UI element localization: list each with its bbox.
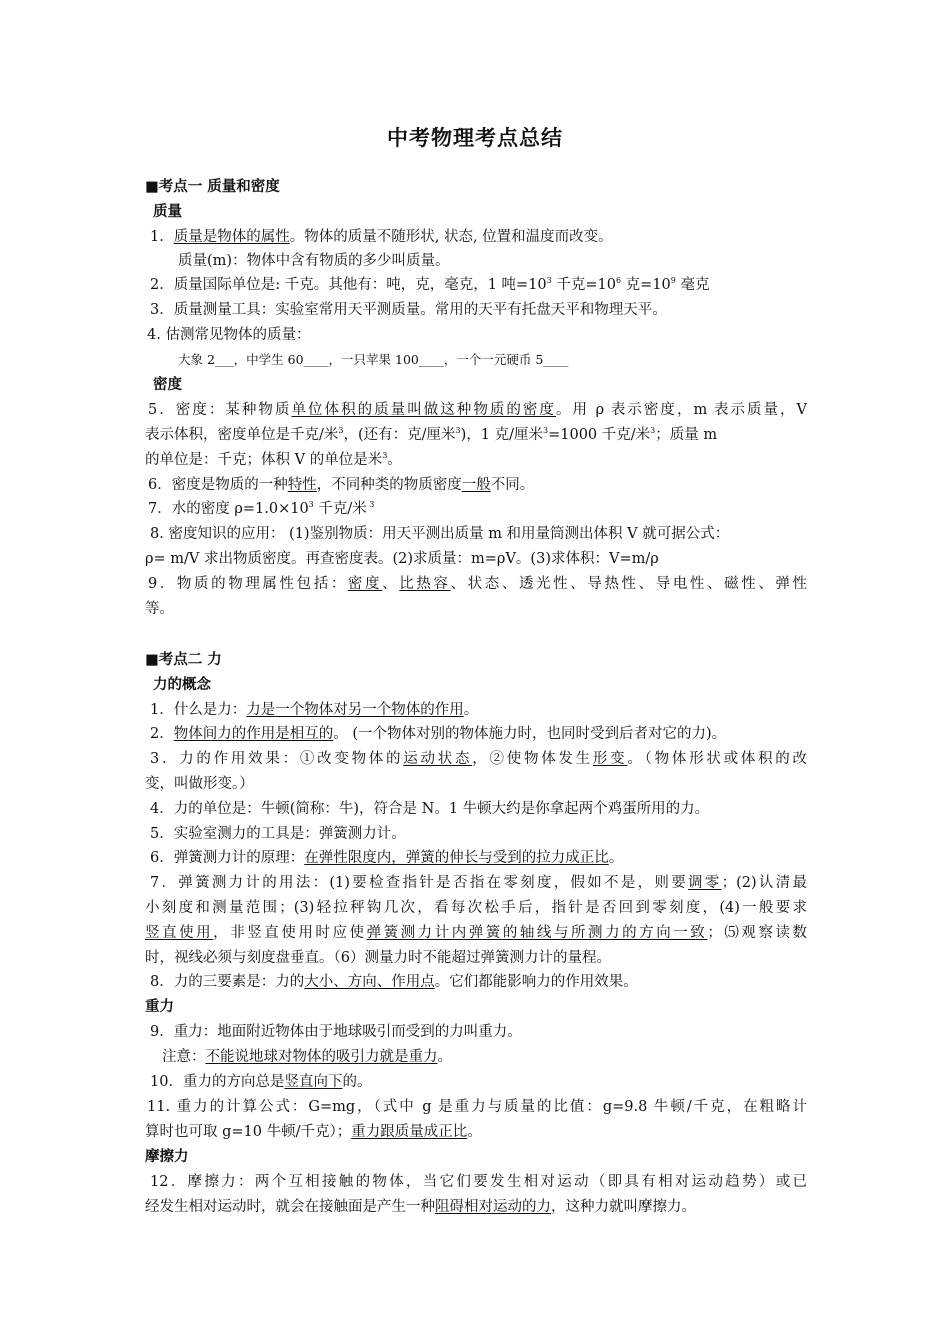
item-6: 6．密度是物质的一种特性，不同种类的物质密度一般不同。	[148, 477, 535, 493]
item-3: 3．质量测量工具：实验室常用天平测质量。常用的天平有托盘天平和物理天平。	[150, 302, 667, 318]
force-item-7-line2: 小刻度和测量范围；(3)轻拉秤钩几次，看每次松手后，指针是否回到零刻度，(4)一般要求	[145, 900, 807, 916]
item-1-definition: 质量(m)：物体中含有物质的多少叫质量。	[178, 253, 450, 269]
subheading-friction: 摩擦力	[145, 1149, 189, 1165]
item-9: 9．物质的物理属性包括：密度、比热容、状态、透光性、导热性、导电性、磁性、弹性	[148, 576, 808, 592]
item-2: 2．质量国际单位是: 千克。其他有：吨，克，毫克，1 吨$=10^3$ 千克$=10^6$ 克$=10^9$ 毫克	[150, 276, 710, 293]
force-item-4: 4．力的单位是：牛顿(简称：牛)，符合是 N。1 牛顿大约是你拿起两个鸡蛋所用的力。	[150, 801, 710, 817]
item-1: 1．质量是物体的属性。物体的质量不随形状, 状态, 位置和温度而改变。	[150, 229, 613, 245]
force-item-12-line2: 经发生相对运动时，就会在接触面是产生一种阻碍相对运动的力，这种力就叫摩擦力。	[145, 1199, 696, 1215]
subheading-density: 密度	[153, 377, 182, 393]
item-4-blanks: 大象 2___，中学生 60____，一只苹果 100____，一个一元硬币 5____	[178, 352, 569, 367]
item-9-line2: 等。	[145, 601, 174, 617]
force-item-5: 5．实验室测力的工具是：弹簧测力计。	[150, 826, 406, 842]
item-4: 4. 估测常见物体的质量：	[147, 327, 311, 343]
force-item-7-line4: 时，视线必须与刻度盘垂直。（6）测量力时不能超过弹簧测力计的量程。	[145, 950, 611, 966]
item-5-line3: 的单位是：千克；体积 V 的单位是米$^3$。	[145, 451, 402, 468]
subheading-force-concept: 力的概念	[153, 677, 211, 693]
force-item-8: 8．力的三要素是：力的大小、方向、作用点。它们都能影响力的作用效果。	[150, 974, 638, 990]
force-item-1: 1．什么是力：力是一个物体对另一个物体的作用。	[150, 702, 479, 718]
force-item-12: 12．摩擦力：两个互相接触的物体，当它们要发生相对运动（即具有相对运动趋势）或已	[150, 1174, 807, 1190]
force-item-3-line2: 变，叫做形变。）	[145, 776, 254, 792]
subheading-gravity: 重力	[145, 999, 174, 1015]
item-8-line2: ρ= m/V 求出物质密度。再查密度表。(2)求质量：m=ρV。(3)求体积：V=m/ρ	[145, 551, 659, 567]
force-item-6: 6．弹簧测力计的原理：在弹性限度内，弹簧的伸长与受到的拉力成正比。	[150, 850, 624, 866]
force-item-7: 7．弹簧测力计的用法：(1)要检查指针是否指在零刻度，假如不是，则要调零；(2)认清最	[150, 875, 807, 891]
force-item-9-note: 注意：不能说地球对物体的吸引力就是重力。	[162, 1049, 452, 1065]
item-8: 8. 密度知识的应用： (1)鉴别物质：用天平测出质量 m 和用量筒测出体积 V 就可据公式：	[150, 526, 730, 542]
section-heading-force: ■考点二 力	[145, 652, 222, 668]
section-heading-mass-density: ■考点一 质量和密度	[145, 179, 280, 195]
force-item-3: 3．力的作用效果：①改变物体的运动状态，②使物体发生形变。（物体形状或体积的改	[150, 751, 808, 767]
force-item-10: 10．重力的方向总是竖直向下的。	[150, 1074, 372, 1090]
item-7: 7．水的密度 $\rho=1.0\times 10^3$ 千克/米 $^3$	[148, 500, 375, 517]
force-item-11-line2: 算时也可取 g=10 牛顿/千克）；重力跟质量成正比。	[145, 1124, 482, 1140]
key-point: 单位体积的质量叫做这种物质的密度	[291, 402, 556, 418]
force-item-11: 11. 重力的计算公式：G=mg，（式中 g 是重力与质量的比值：g=9.8 牛顿/千克，在粗略计	[147, 1099, 807, 1115]
force-item-9: 9．重力：地面附近物体由于地球吸引而受到的力叫重力。	[150, 1024, 522, 1040]
subheading-mass: 质量	[153, 204, 182, 220]
force-item-2: 2．物体间力的作用是相互的。 (一个物体对别的物体施力时，也同时受到后者对它的力)。	[150, 726, 727, 742]
force-item-7-line3: 竖直使用，非竖直使用时应使弹簧测力计内弹簧的轴线与所测力的方向一致；⑸观察读数	[145, 925, 808, 941]
item-5-line2: 表示体积，密度单位是千克/米$^3$，(还有：克/厘米$^3$)，1 克/厘米$^3$=1000 千克/米$^3$；质量 m	[145, 426, 718, 443]
item-5: 5．密度：某种物质单位体积的质量叫做这种物质的密度。用 ρ 表示密度，m 表示质量，V	[148, 402, 808, 418]
key-point: 质量是物体的属性	[173, 229, 290, 245]
page-title: 中考物理考点总结	[387, 126, 563, 150]
